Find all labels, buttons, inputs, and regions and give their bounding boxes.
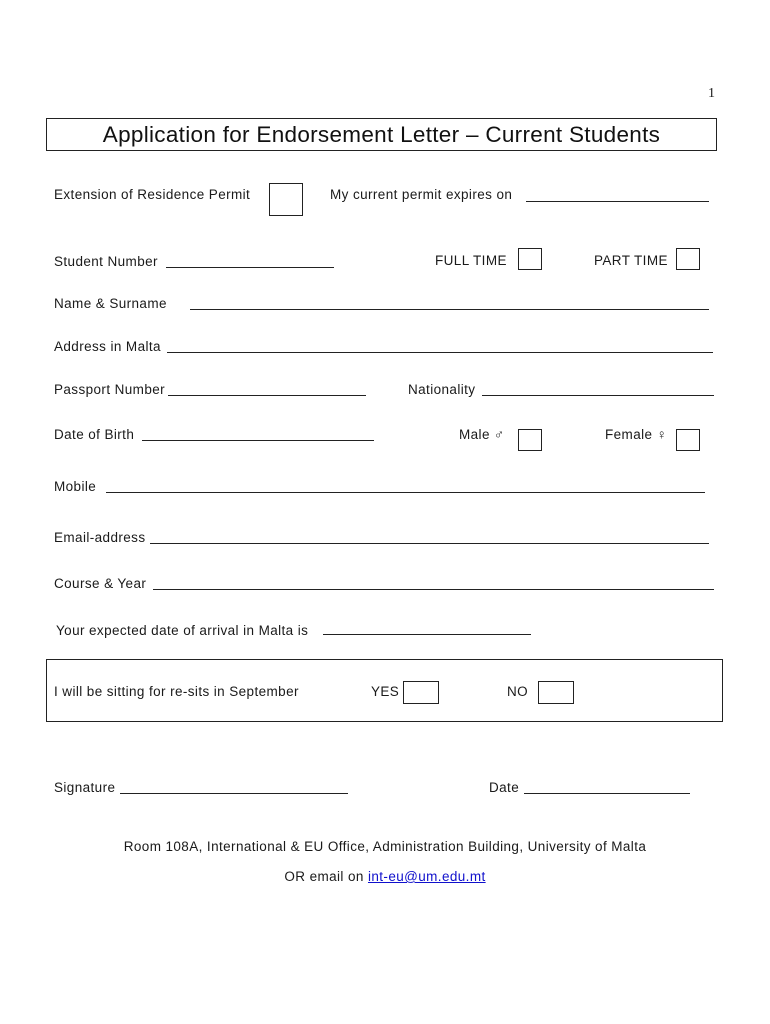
resits-label: I will be sitting for re-sits in September: [54, 684, 299, 699]
footer-email-prefix: OR email on: [284, 869, 364, 884]
part-time-checkbox[interactable]: [676, 248, 700, 270]
dob-label: Date of Birth: [54, 427, 135, 442]
name-field[interactable]: [190, 309, 709, 310]
name-label: Name & Surname: [54, 296, 167, 311]
email-label: Email-address: [54, 530, 146, 545]
arrival-label: Your expected date of arrival in Malta is: [56, 623, 309, 638]
title-box: [46, 118, 717, 151]
resits-no-checkbox[interactable]: [538, 681, 574, 704]
extension-checkbox[interactable]: [269, 183, 303, 216]
resits-no-label: NO: [507, 684, 529, 699]
nationality-label: Nationality: [408, 382, 476, 397]
passport-label: Passport Number: [54, 382, 166, 397]
arrival-field[interactable]: [323, 634, 531, 635]
email-field[interactable]: [150, 543, 709, 544]
extension-label: Extension of Residence Permit: [54, 187, 251, 202]
date-label: Date: [489, 780, 520, 795]
mobile-label: Mobile: [54, 479, 97, 494]
full-time-label: FULL TIME: [435, 253, 507, 268]
mobile-field[interactable]: [106, 492, 705, 493]
resits-yes-checkbox[interactable]: [403, 681, 439, 704]
full-time-checkbox[interactable]: [518, 248, 542, 270]
address-label: Address in Malta: [54, 339, 161, 354]
signature-label: Signature: [54, 780, 116, 795]
nationality-field[interactable]: [482, 395, 714, 396]
male-checkbox[interactable]: [518, 429, 542, 451]
passport-field[interactable]: [168, 395, 366, 396]
permit-expires-label: My current permit expires on: [330, 187, 513, 202]
course-label: Course & Year: [54, 576, 147, 591]
female-checkbox[interactable]: [676, 429, 700, 451]
student-number-label: Student Number: [54, 254, 158, 269]
part-time-label: PART TIME: [594, 253, 668, 268]
female-label: Female ♀: [605, 427, 668, 442]
resits-yes-label: YES: [371, 684, 400, 699]
footer-email-link[interactable]: int-eu@um.edu.mt: [367, 869, 486, 884]
page-number: 1: [708, 86, 715, 101]
dob-field[interactable]: [142, 440, 374, 441]
footer-email-line: [0, 869, 770, 884]
address-field[interactable]: [167, 352, 713, 353]
student-number-field[interactable]: [166, 267, 334, 268]
footer-address: Room 108A, International & EU Office, Administration Building, University of Malta: [123, 839, 647, 854]
permit-expires-field[interactable]: [526, 201, 709, 202]
course-field[interactable]: [153, 589, 714, 590]
male-label: Male ♂: [459, 427, 505, 442]
date-field[interactable]: [524, 793, 690, 794]
signature-field[interactable]: [120, 793, 348, 794]
form-title: Application for Endorsement Letter – Current Students: [102, 122, 661, 147]
